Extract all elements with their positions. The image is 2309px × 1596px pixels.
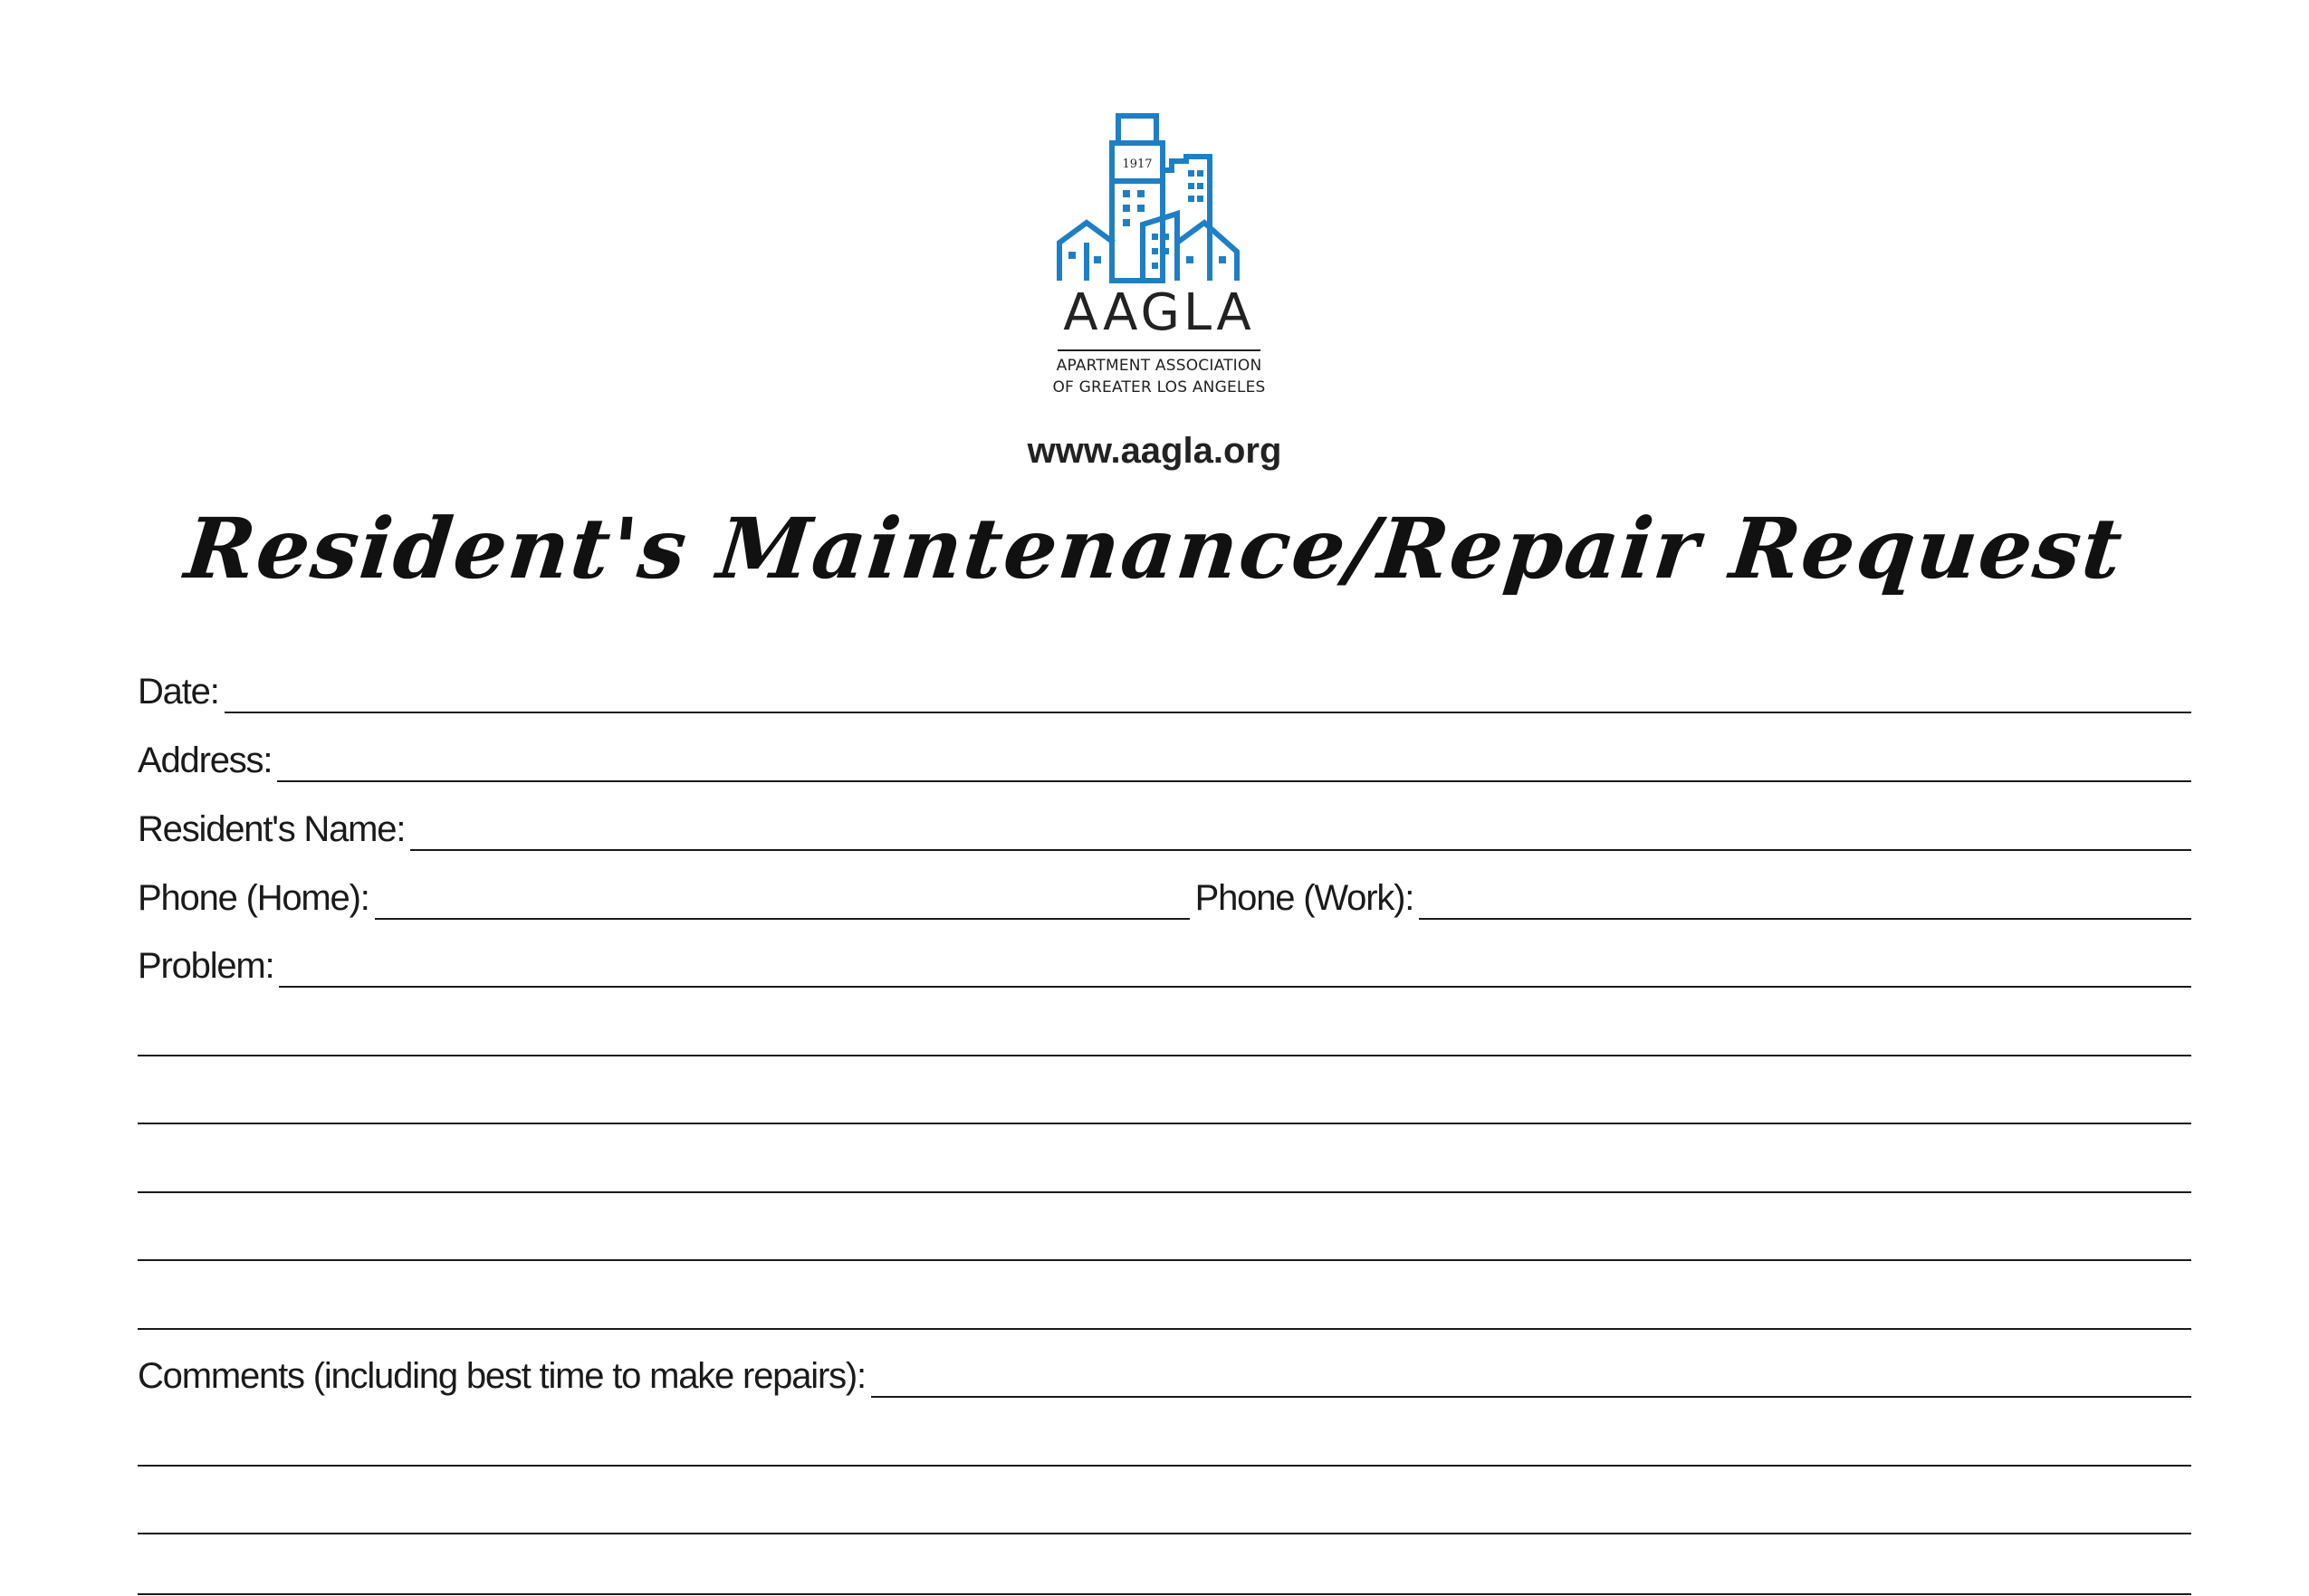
logo-tagline-line1: APARTMENT ASSOCIATION (1056, 357, 1262, 375)
resident-name-line[interactable] (410, 849, 2191, 851)
comments-blank-line[interactable] (138, 1465, 2191, 1467)
problem-field[interactable] (138, 933, 2191, 988)
page-title: Resident's Maintenance/Repair Request (180, 500, 2129, 597)
problem-line[interactable] (279, 986, 2191, 988)
aagla-logo (1050, 107, 1268, 406)
address-label: Address: (138, 741, 273, 780)
problem-blank-line[interactable] (138, 1328, 2191, 1330)
resident-name-label: Resident's Name: (138, 809, 406, 849)
date-field[interactable] (138, 659, 2191, 713)
comments-label: Comments (including best time to make repairs): (138, 1356, 866, 1396)
comments-field[interactable] (138, 1343, 2191, 1398)
logo-divider (1058, 349, 1260, 351)
date-label: Date: (138, 672, 219, 712)
phone-work-line[interactable] (1419, 918, 2191, 920)
date-line[interactable] (225, 712, 2191, 713)
logo-wordmark: AAGLA (1063, 283, 1255, 342)
problem-blank-line[interactable] (138, 1259, 2191, 1261)
problem-blank-line[interactable] (138, 1123, 2191, 1124)
problem-blank-line[interactable] (138, 1055, 2191, 1056)
logo-tagline-line2: OF GREATER LOS ANGELES (1052, 378, 1266, 397)
resident-name-field[interactable] (138, 797, 2191, 851)
phone-home-line[interactable] (375, 918, 1190, 920)
comments-blank-line[interactable] (138, 1533, 2191, 1534)
phone-work-label: Phone (Work): (1194, 878, 1414, 918)
address-line[interactable] (277, 780, 2191, 782)
logo-year: 1917 (1122, 158, 1153, 171)
comments-line[interactable] (871, 1396, 2191, 1398)
problem-label: Problem: (138, 946, 274, 986)
comments-blank-line[interactable] (138, 1593, 2191, 1595)
phone-row (138, 865, 2191, 920)
problem-blank-line[interactable] (138, 1191, 2191, 1193)
website-url: www.aagla.org (1027, 431, 1282, 471)
phone-home-label: Phone (Home): (138, 878, 369, 918)
address-field[interactable] (138, 728, 2191, 782)
